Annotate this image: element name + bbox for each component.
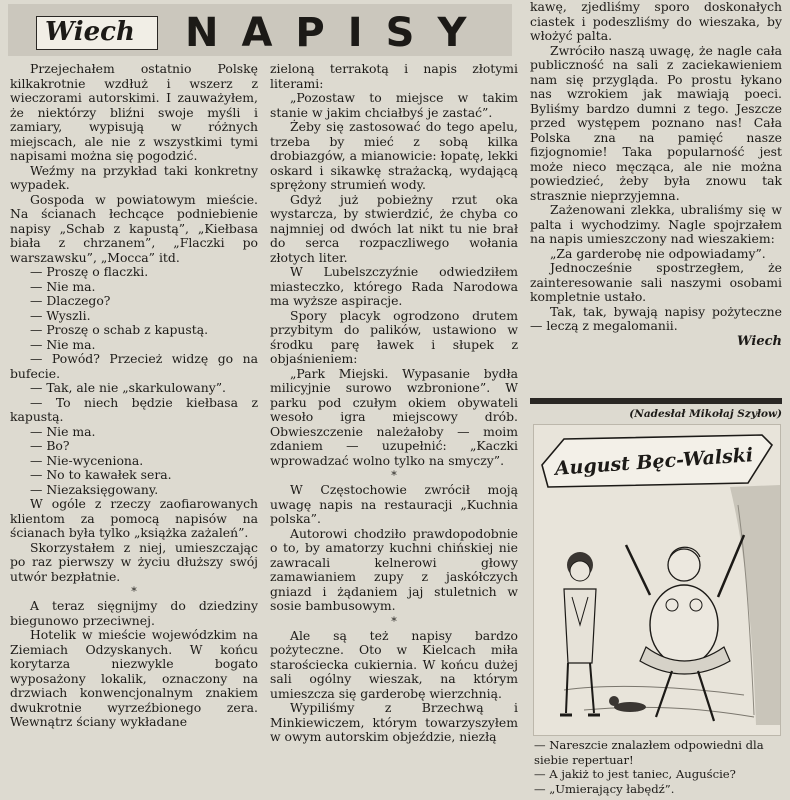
paragraph: Gdyż już pobieżny rzut oka wystarcza, by stwierdzić, że chyba co najmniej od dwóch lat nikt tu nie brał do serca rozpaczliwego wołania złotych liter.	[270, 191, 518, 265]
paragraph: W ogóle z rzeczy zaofiarowanych klientom za pomocą napisów na ścianach była tylko „książka zażaleń”.	[10, 496, 258, 540]
paragraph: Hotelik w mieście wojewódzkim na Ziemiach Odzyskanych. W końcu korytarza niezwykle bogato wyposażony lokalik, oznaczony na drzwiach konwencjonalnym znakiem dwukrotnie wyrzeźbionego zera. Wewnątrz ściany wykładane	[10, 627, 258, 729]
quoted-sign: „Za garderobę nie odpowiadamy”.	[550, 245, 766, 261]
caption-line: — Nareszcie znalazłem odpowiedni dla siebie repertuar!	[534, 738, 764, 767]
author-logo: Wiech	[45, 17, 135, 47]
paragraph: Zwróciło naszą uwagę, że nagle cała publiczność na sali z zaciekawieniem nam się przygląda. Po prostu łykano nas wzrokiem jak mawiają poeci. Byliśmy bardzo dumni z tego. Jeszcze przed występem poznano nas! Cała Polska zna na pamięć nasze fizjognomie! Taka popularność jest może nieco męcząca, ale nie można powiedzieć, żeby była znowu tak strasznie nieprzyjemna.	[530, 42, 782, 203]
paragraph: Wypiliśmy z Brzechwą i Minkiewiczem, którym towarzyszyłem w owym autorskim objeździe, niezłą	[270, 700, 518, 744]
dialogue-line: — No to kawałek sera.	[30, 467, 172, 482]
dialogue-line: — Nie ma.	[30, 423, 96, 439]
dialogue-line: — Proszę o flaczki.	[30, 264, 149, 279]
dialogue-line: — Proszę o schab z kapustą.	[30, 322, 209, 337]
caption-line: — „Umierający łabędź”.	[534, 781, 675, 796]
dialogue-line: — Tak, ale nie „skarkulowany”.	[30, 380, 226, 395]
quoted-sign: „Pozostaw to miejsce w takim stanie w jakim chciałbyś je zastać”.	[270, 90, 518, 120]
dialogue-line: — Nie ma.	[30, 336, 96, 352]
paragraph: W Lubelszczyźnie odwiedziłem miasteczko, którego Rada Narodowa ma wyższe aspiracje.	[270, 264, 518, 308]
paragraph: Autorowi chodziło prawdopodobnie o to, by amatorzy kuchni chińskiej nie zawracali kelnerowi głowy zamawianiem zupy z jaskółczych gniazd i żądaniem jaj stuletnich w sosie bambusowym.	[270, 525, 518, 613]
paragraph: A teraz sięgnijmy do dziedziny biegunowo przeciwnej.	[10, 598, 258, 628]
paragraph: Jednocześnie spostrzegłem, że zainteresowanie sali naszymi osobami kompletnie ustało.	[530, 260, 782, 304]
dialogue-line: — Nie ma.	[30, 278, 96, 294]
page-title: NAPISY	[185, 10, 490, 56]
cartoon-captions	[534, 738, 784, 796]
paragraph: Weźmy na przykład taki konkretny wypadek.	[10, 162, 258, 192]
paragraph: W Częstochowie zwrócił moją uwagę napis na restauracji „Kuchnia polska”.	[270, 482, 518, 526]
section-separator: *	[391, 614, 397, 628]
paragraph: Skorzystałem z niej, umieszczając po raz pierwszy w życiu dłuższy swój utwór bezpłatnie.	[10, 539, 258, 584]
section-separator: *	[131, 585, 137, 598]
paragraph: Żeby się zastosować do tego apelu, trzeba by mieć z sobą kilka drobiazgów, a mianowicie: łopatę, lekki oskard i sikawkę strażacką, wydającą sprężony strumień wody.	[270, 119, 518, 192]
quoted-sign: „Park Miejski. Wypasanie bydła milicyjnie surowo wzbronione”. W parku pod czułym okiem obywateli wesoło igra miejscowy drób. Obwieszczenie należałoby — moim zdaniem — uzupełnić: „Kaczki wprowadzać wolno tylko na smyczy”.	[270, 365, 518, 468]
paragraph: Tak, tak, bywają napisy pożyteczne — leczą z megalomanii.	[530, 303, 782, 333]
cartoon-frame	[533, 424, 781, 736]
paragraph: Gospoda w powiatowym mieście. Na ścianach łechcące podniebienie napisy „Schab z kapustą”, „Kiełbasa biała z chrzanem”, „Flaczki po warszawsku”, „Mocca” itd.	[10, 191, 258, 265]
dialogue-line: — Bo?	[30, 438, 70, 453]
author-logo-box	[36, 16, 158, 50]
dialogue-line: — Powód? Przecież widzę go na bufecie.	[10, 351, 258, 381]
cartoon-credit: (Nadesłał Mikołaj Szyłow)	[629, 408, 782, 420]
section-separator: *	[391, 469, 397, 482]
dialogue-line: — To niech będzie kiełbasa z kapustą.	[10, 394, 258, 424]
dialogue-line: — Niezaksięgowany.	[30, 481, 159, 497]
paragraph: Zażenowani zlekka, ubraliśmy się w palta i wychodzimy. Nagle spojrzałem na napis umieszczony nad wieszakiem:	[530, 202, 782, 246]
cartoon-title-banner: August Bęc-Walski	[554, 444, 754, 480]
dialogue-line: — Wyszli.	[30, 307, 91, 323]
signature: Wiech	[737, 333, 782, 349]
caption-line: — A jakiż to jest taniec, Auguście?	[534, 767, 736, 781]
paragraph: Przejechałem ostatnio Polskę kilkakrotnie wzdłuż i wszerz z wieczorami autorskimi. I zauważyłem, że niektórzy bliźni swoje myśli i zamiary, wypisują w różnych miejscach, ale nie z wszystkimi tymi napisami można się pogodzić.	[10, 62, 258, 163]
paragraph: kawę, zjedliśmy sporo doskonałych ciastek i podeszliśmy do wieszaka, by włożyć palta.	[530, 0, 782, 43]
paragraph: Spory placyk ogrodzono drutem przybitym do palików, ustawiono w środku parę ławek i słupek z objaśnieniem:	[270, 307, 518, 366]
column-2	[270, 62, 518, 800]
dialogue-line: — Nie-wyceniona.	[30, 452, 144, 468]
column-3	[530, 0, 782, 392]
column-1	[10, 62, 258, 800]
divider	[530, 398, 782, 404]
paragraph: zieloną terrakotą i napis złotymi literami:	[270, 62, 518, 91]
dialogue-line: — Dlaczego?	[30, 293, 111, 308]
paragraph: Ale są też napisy bardzo pożyteczne. Oto w Kielcach miła starościecka cukiernia. W końcu dużej sali ogólny wieszak, na którym umieszcza się garderobę wierzchnią.	[270, 627, 518, 701]
